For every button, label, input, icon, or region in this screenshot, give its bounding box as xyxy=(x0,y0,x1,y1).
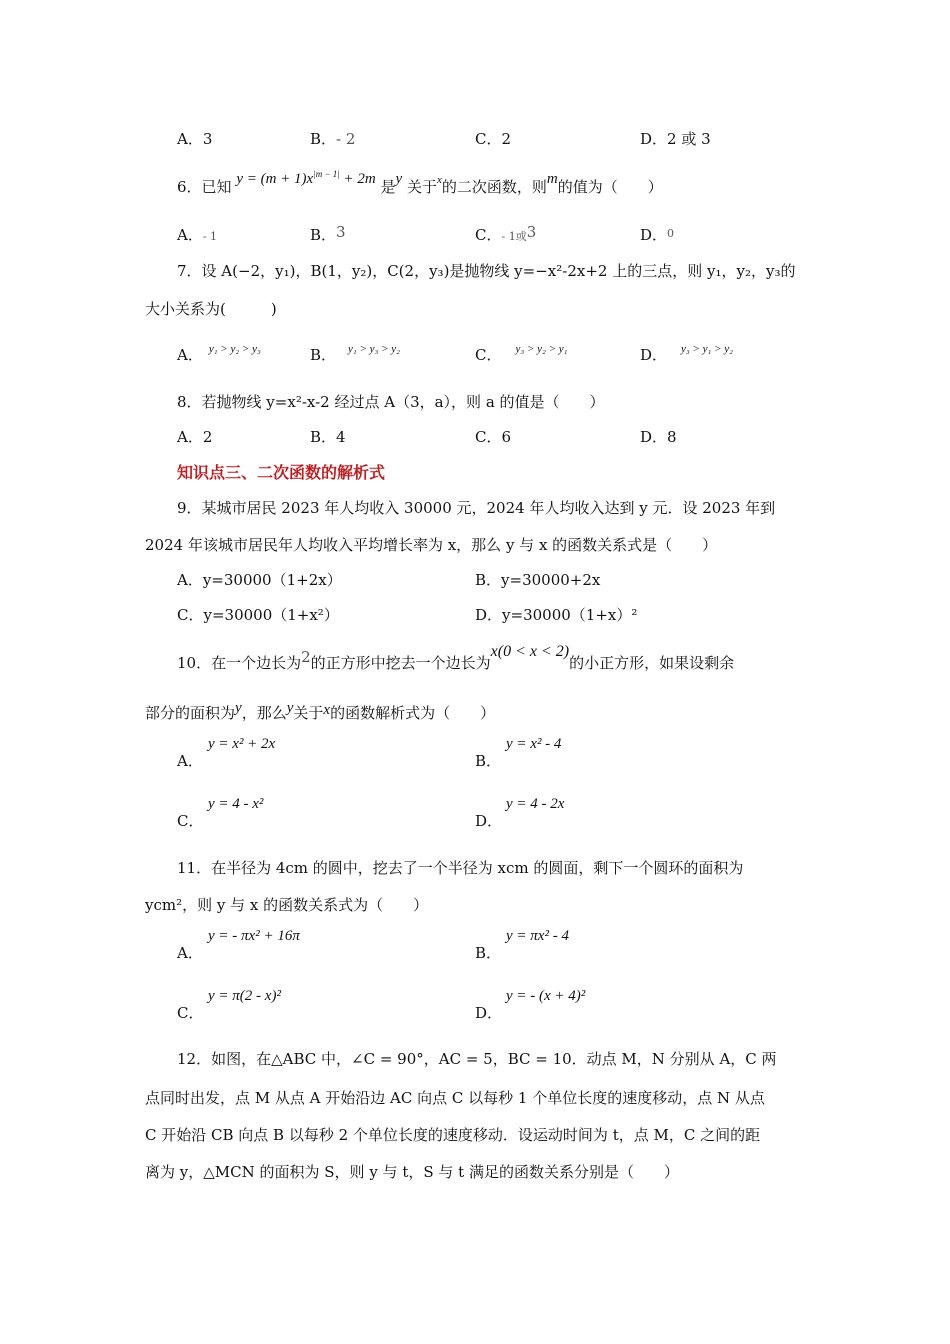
q6-text-1: 是 xyxy=(380,178,396,196)
q5-option-a: A．3 xyxy=(177,130,213,148)
q10-text-5: ，那么 xyxy=(241,704,287,722)
q6-option-d-value: 0 xyxy=(667,227,675,240)
q10-option-a: A． xyxy=(177,752,203,770)
q10-range: x(0 < x < 2) xyxy=(490,643,570,660)
q7-option-c-value: y₃ > y₂ > y₁ xyxy=(515,343,568,355)
q6-formula-tail: + 2m xyxy=(343,171,376,187)
q9-line-1: 9．某城市居民 2023 年人均收入 30000 元，2024 年人均收入达到 y 元．设 2023 年到 xyxy=(177,499,776,517)
q9-option-d: D．y=30000（1+x）² xyxy=(475,606,638,624)
q6-option-a xyxy=(177,224,217,245)
q8-option-b: B．4 xyxy=(310,428,346,446)
q8-stem: 8．若抛物线 y=x²-x-2 经过点 A（3，a），则 a 的值是（ ） xyxy=(177,393,605,411)
q11-line-2: ycm²，则 y 与 x 的函数关系式为（ ） xyxy=(145,896,429,914)
q7-option-b xyxy=(310,344,400,365)
q10-option-b: B． xyxy=(475,752,502,770)
q11-option-a-formula: y = - πx² + 16π xyxy=(208,928,300,944)
q12-line-3: C 开始沿 CB 向点 B 以每秒 2 个单位长度的速度移动．设运动时间为 t，点 M，C 之间的距 xyxy=(145,1126,761,1144)
q6-option-d xyxy=(640,224,674,245)
q10-line-2 xyxy=(145,702,495,723)
q10-text-6: 关于 xyxy=(293,704,324,722)
q10-text-2: 的正方形中挖去一个边长为 xyxy=(310,654,491,672)
q11-option-c: C． xyxy=(177,1004,204,1022)
q10-text-3: 的小正方形，如果设剩余 xyxy=(569,654,735,672)
q7-line-1: 7．设 A(−2，y₁)，B(1，y₂)，C(2，y₃)是抛物线 y=−x²-2x+2 上的三点，则 y₁，y₂，y₃的 xyxy=(177,262,796,280)
q7-option-a-value: y₁ > y₂ > y₃ xyxy=(208,343,261,355)
q10-option-c-formula: y = 4 - x² xyxy=(208,796,264,812)
q11-option-a: A． xyxy=(177,944,203,962)
q5-option-b-label: B． xyxy=(310,130,337,148)
q12-line-1: 12．如图，在△ABC 中，∠C = 90°，AC = 5，BC = 10．动点 M，N 分别从 A，C 两 xyxy=(177,1050,777,1068)
q7-option-d-label: D． xyxy=(640,346,668,364)
q9-line-2: 2024 年该城市居民年人均收入平均增长率为 x，那么 y 与 x 的函数关系式是（ ） xyxy=(145,536,718,554)
q10-line-1 xyxy=(177,643,735,673)
q5-option-c: C．2 xyxy=(475,130,512,148)
q8-option-a: A．2 xyxy=(177,428,213,446)
q8-option-c: C．6 xyxy=(475,428,512,446)
q6-number: 6．已知 xyxy=(177,178,232,196)
q12-line-4: 离为 y，△MCN 的面积为 S，则 y 与 t，S 与 t 满足的函数关系分别是（ ） xyxy=(145,1163,679,1181)
q10-var-y: y xyxy=(235,700,242,716)
q10-var-y-2: y xyxy=(286,700,294,716)
q10-var-x: x xyxy=(323,702,331,718)
q5-option-b-value: - 2 xyxy=(336,130,356,148)
q10-option-d: D． xyxy=(475,812,503,830)
q6-text-3: 的二次函数，则 xyxy=(441,178,547,196)
q10-option-c: C． xyxy=(177,812,204,830)
q6-stem xyxy=(177,169,663,197)
q10-option-d-formula: y = 4 - 2x xyxy=(506,796,565,812)
q10-side-length: 2 xyxy=(301,648,311,666)
q11-option-d-formula: y = - (x + 4)² xyxy=(506,988,586,1004)
q11-option-b-formula: y = πx² - 4 xyxy=(506,928,569,944)
q6-option-b xyxy=(310,224,346,245)
section-heading: 知识点三、二次函数的解析式 xyxy=(177,463,386,482)
q11-option-b: B． xyxy=(475,944,502,962)
q8-option-d: D．8 xyxy=(640,428,677,446)
q7-line-2: 大小关系为( ) xyxy=(145,300,277,318)
q6-option-b-label: B． xyxy=(310,226,337,244)
q7-option-c-label: C． xyxy=(475,346,502,364)
q5-option-d: D．2 或 3 xyxy=(640,130,711,148)
q6-var-m: m xyxy=(546,171,558,187)
q6-option-c-value: - 1或 xyxy=(501,230,527,243)
q6-option-d-label: D． xyxy=(640,226,668,244)
q6-formula-main: y = (m + 1)x xyxy=(236,171,314,187)
q6-formula-exponent: |m − 1| xyxy=(313,169,340,179)
q6-text-4: 的值为（ ） xyxy=(557,178,663,196)
q6-option-c xyxy=(475,224,536,245)
q5-option-b xyxy=(310,128,355,149)
q6-var-x: x xyxy=(436,174,442,186)
q11-option-d: D． xyxy=(475,1004,503,1022)
q11-line-1: 11．在半径为 4cm 的圆中，挖去了一个半径为 xcm 的圆面，剩下一个圆环的面积为 xyxy=(177,859,744,877)
q6-var-y: y xyxy=(395,171,403,187)
q9-option-a: A．y=30000（1+2x） xyxy=(177,571,342,589)
q7-option-d-value: y₃ > y₁ > y₂ xyxy=(681,343,733,355)
q6-option-c-value-2: 3 xyxy=(526,223,537,241)
q6-text-2: 关于 xyxy=(406,178,437,196)
q10-text-4: 部分的面积为 xyxy=(145,704,236,722)
q9-option-b: B．y=30000+2x xyxy=(475,571,601,589)
q6-formula xyxy=(236,171,375,187)
q6-option-a-value: - 1 xyxy=(202,230,218,243)
q6-option-c-label: C． xyxy=(475,226,502,244)
q6-option-a-label: A． xyxy=(177,226,203,244)
q7-option-d xyxy=(640,344,733,365)
q10-option-b-formula: y = x² - 4 xyxy=(506,736,562,752)
q7-option-a xyxy=(177,344,261,365)
q10-text-1: 10．在一个边长为 xyxy=(177,654,302,672)
q11-option-c-formula: y = π(2 - x)² xyxy=(208,988,281,1004)
q7-option-b-value: y₁ > y₃ > y₂ xyxy=(348,343,400,355)
q12-line-2: 点同时出发，点 M 从点 A 开始沿边 AC 向点 C 以每秒 1 个单位长度的速度移动，点 N 从点 xyxy=(145,1089,765,1107)
q7-option-a-label: A． xyxy=(177,346,203,364)
q9-option-c: C．y=30000（1+x²） xyxy=(177,606,339,624)
q10-option-a-formula: y = x² + 2x xyxy=(208,736,276,752)
q10-text-7: 的函数解析式为（ ） xyxy=(330,704,496,722)
q7-option-c xyxy=(475,344,567,365)
q6-option-b-value: 3 xyxy=(336,223,346,241)
q7-option-b-label: B． xyxy=(310,346,337,364)
